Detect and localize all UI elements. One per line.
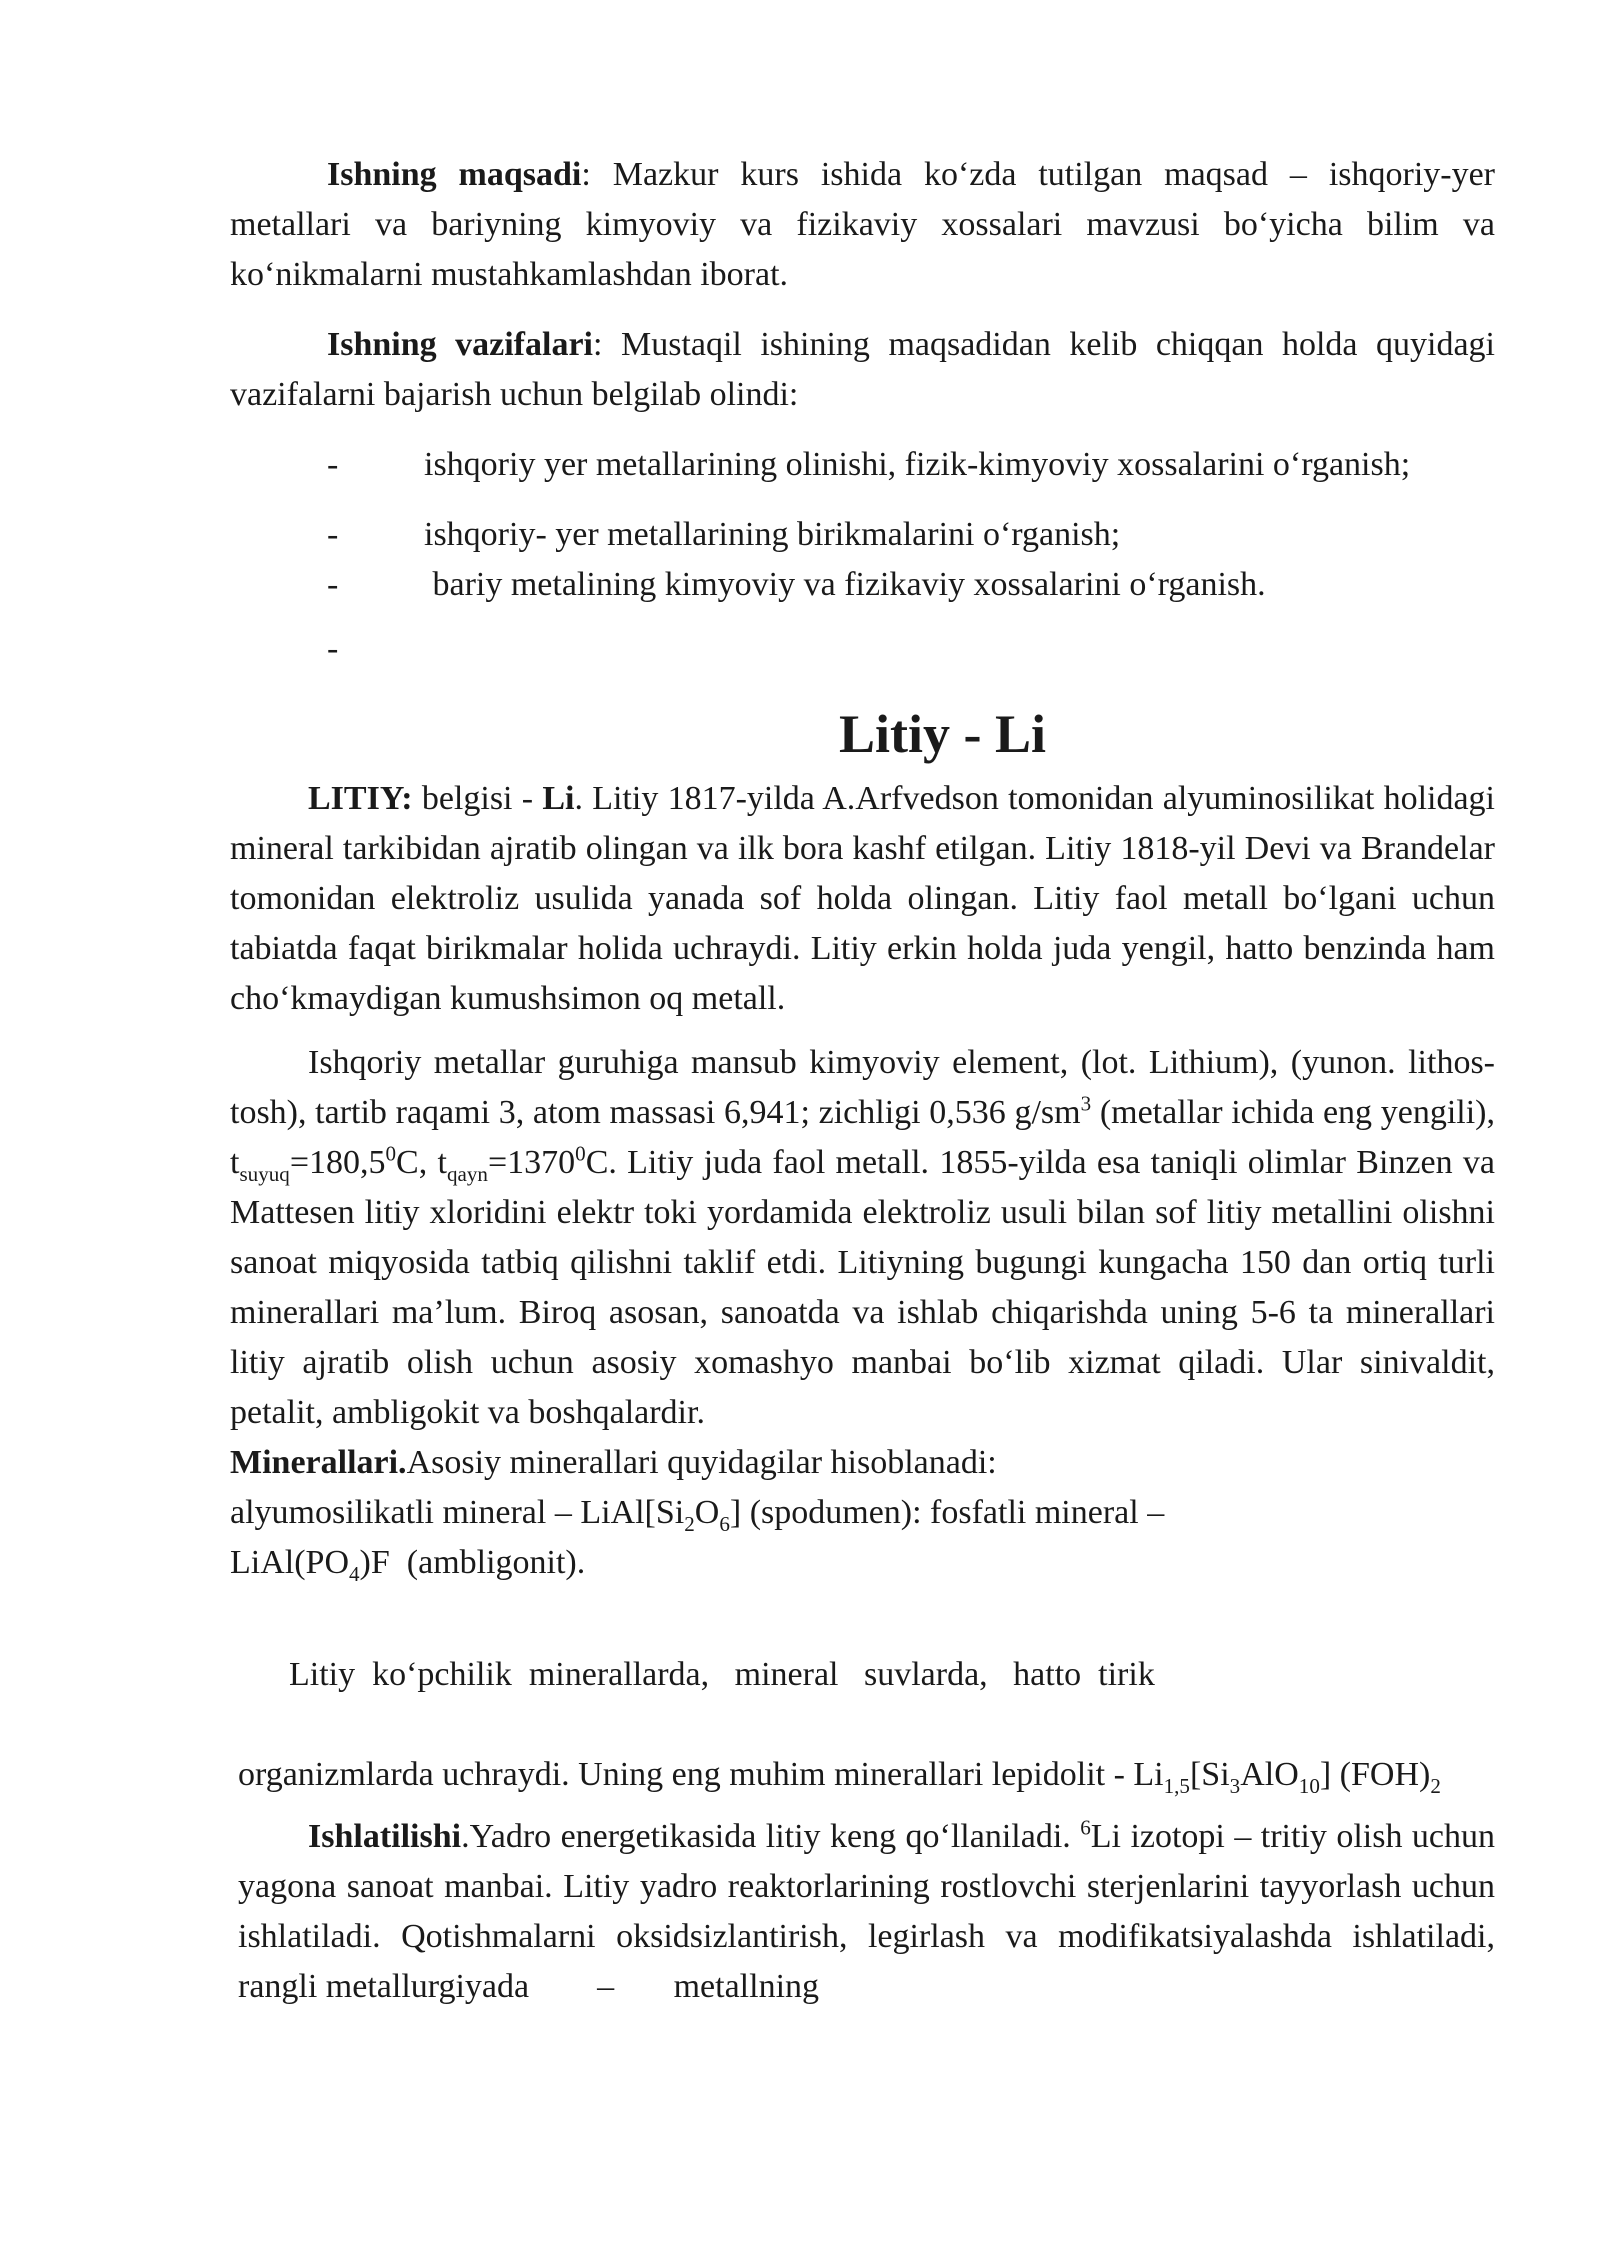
occurrence-sub: 1,5	[1163, 1773, 1190, 1798]
lithium-intro-paragraph	[230, 774, 1495, 1024]
props-sub: qayn	[446, 1161, 488, 1186]
purpose-label: Ishning maqsadi	[327, 156, 582, 193]
list-item	[327, 440, 1495, 490]
minerals-heading-line	[230, 1438, 1495, 1488]
occurrence-sub: 10	[1298, 1773, 1320, 1798]
occurrence-text-a: Litiy ko‘pchilik minerallarda, mineral suvlarda, hatto tirik	[289, 1656, 1155, 1693]
tasks-paragraph	[230, 320, 1495, 420]
list-item-text: ishqoriy yer metallarining olinishi, fizik-kimyoviy xossalarini o‘rganish;	[424, 446, 1411, 483]
props-text-d: C, t	[396, 1144, 447, 1181]
list-item	[327, 510, 1495, 560]
usage-text-b: Li izotopi – tritiy olish uchun yagona sanoat manbai. Litiy yadro reaktorlarining rostlovchi sterjenlarini tayyorlash uchun ishlatiladi. Qotishmalarni oksidsizlantirish, legirlash va modifikatsiyalashda ishlatiladi, rangli metallurgiyada – metallning	[238, 1818, 1504, 2005]
minerals-sub: 6	[719, 1511, 730, 1536]
minerals-text-d: LiAl(PO	[230, 1544, 349, 1581]
props-sup: 3	[1080, 1091, 1092, 1116]
occurrence-text-b: organizmlarda uchraydi. Uning eng muhim minerallari lepidolit - Li	[238, 1756, 1164, 1793]
occurrence-text-c: [Si	[1189, 1756, 1230, 1793]
lithium-symbol: Li	[542, 780, 575, 817]
task-list	[230, 440, 1495, 674]
minerals-line-1	[230, 1488, 1495, 1538]
usage-text-a: .Yadro energetikasida litiy keng qo‘llaniladi.	[461, 1818, 1081, 1855]
props-text-f: C. Litiy juda faol metall. 1855-yilda esa taniqli olimlar Binzen va Mattesen litiy xloridini elektr toki yordamida elektroliz usuli bilan sof litiy metallini olishni sanoat miqyosida tatbiq qilishni taklif etdi. Litiyning bugungi kungacha 150 dan ortiq turli minerallari ma’lum. Biroq asosan, sanoatda va ishlab chiqarishda uning 5-6 ta minerallari litiy ajratib olish uchun asosiy xomashyo manbai bo‘lib xizmat qiladi. Ular sinivaldit, petalit, ambligokit va boshqalardir.	[230, 1144, 1495, 1431]
lithium-text-b: . Litiy 1817-yilda A.Arfvedson tomonidan alyuminosilikat holidagi mineral tarkibidan ajratib olingan va ilk bora kashf etilgan. Litiy 1818-yil Devi va Brandelar tomonidan elektroliz usulida yanada sof holda olingan. Litiy faol metall bo‘lgani uchun tabiatda faqat birikmalar holida uchraydi. Litiy erkin holda juda yengil, hatto benzinda ham cho‘kmaydigan kumushsimon oq metall.	[230, 780, 1495, 1017]
minerals-text-b: O	[694, 1494, 720, 1531]
minerals-text-e: )F (ambligonit).	[359, 1544, 586, 1581]
occurrence-sub: 3	[1229, 1773, 1241, 1798]
lithium-text-a: belgisi -	[412, 780, 543, 817]
list-item-text: bariy metalining kimyoviy va fizikaviy xossalarini o‘rganish.	[424, 566, 1266, 603]
occurrence-sub: 2	[1430, 1773, 1441, 1798]
list-dash: -	[327, 630, 339, 667]
usage-sup: 6	[1080, 1815, 1091, 1840]
props-sup: 0	[385, 1141, 397, 1166]
lithium-label: LITIY:	[308, 780, 413, 817]
list-item	[327, 624, 1495, 674]
list-item-text: ishqoriy- yer metallarining birikmalarini o‘rganish;	[424, 516, 1121, 553]
list-item	[327, 560, 1495, 610]
occurrence-line-1	[238, 1600, 1495, 1750]
list-item-text	[424, 624, 1495, 674]
list-dash: -	[327, 446, 339, 483]
section-title: Litiy - Li	[838, 704, 1046, 764]
document-page	[230, 150, 1504, 2012]
occurrence-line-2	[238, 1750, 1495, 1800]
purpose-paragraph	[230, 150, 1495, 300]
list-dash: -	[327, 516, 339, 553]
minerals-sub: 4	[349, 1561, 360, 1586]
props-sup: 0	[575, 1141, 586, 1166]
lithium-properties-paragraph	[230, 1038, 1495, 1438]
minerals-label: Minerallari.	[230, 1444, 407, 1481]
tasks-text: : Mustaqil ishining maqsadidan kelib chiqqan holda quyidagi vazifalarni bajarish uchun belgilab olindi:	[230, 326, 1496, 413]
minerals-text-c: ] (spodumen): fosfatli mineral –	[729, 1494, 1165, 1531]
minerals-sub: 2	[684, 1511, 695, 1536]
occurrence-text-d: AlO	[1240, 1756, 1299, 1793]
occurrence-text-e: ] (FOH)	[1319, 1756, 1431, 1793]
props-text-c: =180,5	[289, 1144, 386, 1181]
purpose-text: : Mazkur kurs ishida ko‘zda tutilgan maqsad – ishqoriy-yer metallari va bariyning kimyoviy va fizikaviy xossalari mavzusi bo‘yicha bilim va ko‘nikmalarni mustahkamlashdan iborat.	[230, 156, 1495, 293]
props-sub: suyuq	[239, 1161, 290, 1186]
occurrence-paragraph	[230, 1600, 1495, 1800]
usage-paragraph	[230, 1812, 1504, 2012]
minerals-text: Asosiy minerallari quyidagilar hisoblanadi:	[406, 1444, 997, 1481]
tasks-label: Ishning vazifalari	[327, 326, 593, 363]
usage-label: Ishlatilishi	[308, 1818, 462, 1855]
props-text-a: Ishqoriy metallar guruhiga mansub kimyoviy element, (lot. Lithium), (yunon. lithos- tosh), tartib raqami 3, atom massasi 6,941; zichligi 0,536 g/sm	[230, 1044, 1495, 1131]
minerals-line-2	[230, 1538, 1495, 1588]
minerals-text-a: alyumosilikatli mineral – LiAl[Si	[230, 1494, 685, 1531]
props-text-e: =1370	[487, 1144, 576, 1181]
list-dash: -	[327, 566, 339, 603]
props-text-b: (metallar ichida eng yengili), t	[230, 1094, 1495, 1181]
